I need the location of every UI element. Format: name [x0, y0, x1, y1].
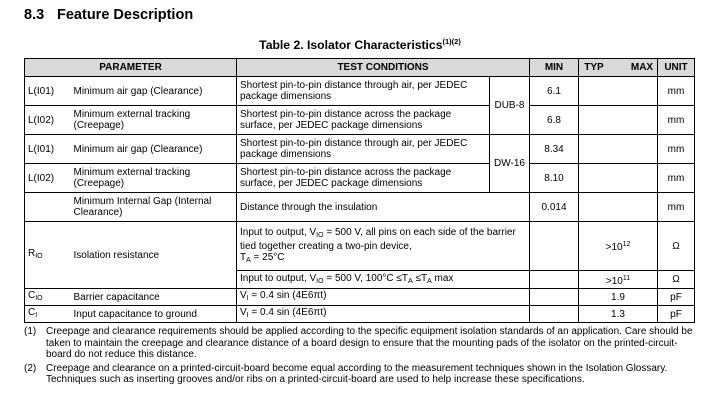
row-parameter: Barrier capacitance: [71, 289, 237, 306]
row-conditions: Shortest pin-to-pin distance across the package surface, per JEDEC package dimensions: [237, 164, 490, 193]
row-symbol: $C_I$: [25, 306, 71, 323]
row-package: DW-16: [490, 135, 530, 193]
row-conditions: Input to output, $V_{IO} = 500$ V, all pins on each side of the barrier tied together creating a two-pin device, $T_A = 25^\circ C$: [237, 222, 530, 271]
row-unit: mm: [658, 106, 695, 135]
header-typ: TYP: [584, 62, 604, 73]
table-caption-note-ref: (1)(2): [442, 37, 461, 46]
isolator-characteristics-table: [24, 58, 695, 323]
table-note: [24, 326, 696, 361]
row-parameter: Minimum air gap (Clearance): [71, 135, 237, 164]
row-min: [530, 306, 579, 323]
row-min: 0.014: [530, 193, 579, 222]
row-symbol: L(I01): [25, 135, 71, 164]
row-parameter: Minimum Internal Gap (Internal Clearance): [71, 193, 237, 222]
row-symbol: L(I02): [25, 106, 71, 135]
row-parameter: Minimum external tracking (Creepage): [71, 106, 237, 135]
section-number: 8.3: [24, 7, 45, 23]
table-caption: [0, 37, 720, 52]
header-parameter: PARAMETER: [25, 59, 237, 77]
header-unit: UNIT: [658, 59, 695, 77]
row-typ: 1.9: [579, 289, 658, 306]
row-conditions: Distance through the insulation: [237, 193, 530, 222]
row-typ: $>10^{11}$: [579, 271, 658, 289]
header-max: MAX: [630, 62, 654, 73]
row-parameter: Isolation resistance: [71, 222, 237, 289]
row-typ-max: [579, 135, 658, 164]
row-typ-max: [579, 106, 658, 135]
section-heading: [24, 7, 193, 23]
row-typ-max: [579, 77, 658, 106]
note-text: Creepage and clearance requirements should be applied according to the specific equipment isolation standards of an application. Care should be taken to maintain the creepage and clearance distance of a board design to ensure that the mounting pads of the isolator on the printed-circuit-board do not reduce this distance.: [46, 326, 693, 361]
section-title: Feature Description: [57, 7, 194, 23]
table-notes: [24, 326, 696, 388]
row-unit: mm: [658, 135, 695, 164]
row-unit: pF: [658, 306, 695, 323]
table-row: [25, 77, 695, 106]
row-parameter: Input capacitance to ground: [71, 306, 237, 323]
row-typ: $>10^{12}$: [579, 222, 658, 271]
row-unit: mm: [658, 164, 695, 193]
row-typ: 1.3: [579, 306, 658, 323]
table-row: [25, 222, 695, 271]
row-conditions: Shortest pin-to-pin distance through air, per JEDEC package dimensions: [237, 135, 490, 164]
row-min: 8.34: [530, 135, 579, 164]
note-label: (2): [24, 362, 37, 374]
header-min: MIN: [530, 59, 579, 77]
row-min: 6.1: [530, 77, 579, 106]
row-min: 8.10: [530, 164, 579, 193]
row-conditions: Shortest pin-to-pin distance across the package surface, per JEDEC package dimensions: [237, 106, 490, 135]
row-min: 6.8: [530, 106, 579, 135]
table-note: [24, 363, 696, 386]
row-min: [530, 289, 579, 306]
row-conditions: Shortest pin-to-pin distance through air, per JEDEC package dimensions: [237, 77, 490, 106]
header-test-conditions: TEST CONDITIONS: [237, 59, 530, 77]
table-header-row: [25, 59, 695, 77]
table-row: [25, 106, 695, 135]
row-typ-max: [579, 193, 658, 222]
row-min: [530, 222, 579, 271]
row-package: DUB-8: [490, 77, 530, 135]
row-conditions: $V_I = 0.4$ sin (4E6πt): [237, 306, 530, 323]
row-symbol: $R_{IO}$: [25, 222, 71, 289]
table-row: [25, 135, 695, 164]
row-unit: mm: [658, 77, 695, 106]
note-label: (1): [24, 326, 37, 337]
row-conditions: Input to output, $V_{IO} = 500$ V, $100^\circ C \le T_A \le T_A$ max: [237, 271, 530, 289]
row-unit: pF: [658, 289, 695, 306]
row-unit: mm: [658, 193, 695, 222]
table-row: [25, 193, 695, 222]
row-symbol: [25, 193, 71, 222]
row-conditions: $V_I = 0.4$ sin (4E6πt): [237, 289, 530, 306]
row-parameter: Minimum air gap (Clearance): [71, 77, 237, 106]
table-row: [25, 306, 695, 323]
row-symbol: L(I02): [25, 164, 71, 193]
row-symbol: $C_{IO}$: [25, 289, 71, 306]
table-caption-text: Table 2. Isolator Characteristics: [259, 38, 443, 52]
header-typ-max: [579, 59, 658, 77]
row-typ-max: [579, 164, 658, 193]
row-parameter: Minimum external tracking (Creepage): [71, 164, 237, 193]
row-symbol: L(I01): [25, 77, 71, 106]
table-row: [25, 289, 695, 306]
row-unit: Ω: [658, 271, 695, 289]
table-row: [25, 164, 695, 193]
row-min: [530, 271, 579, 289]
note-text: Creepage and clearance on a printed-circuit-board become equal according to the measurement techniques shown in the Isolation Glossary. Techniques such as inserting grooves and/or ribs on a printed-circuit-board are used to help increase these specifications.: [46, 362, 668, 386]
row-unit: Ω: [658, 222, 695, 271]
